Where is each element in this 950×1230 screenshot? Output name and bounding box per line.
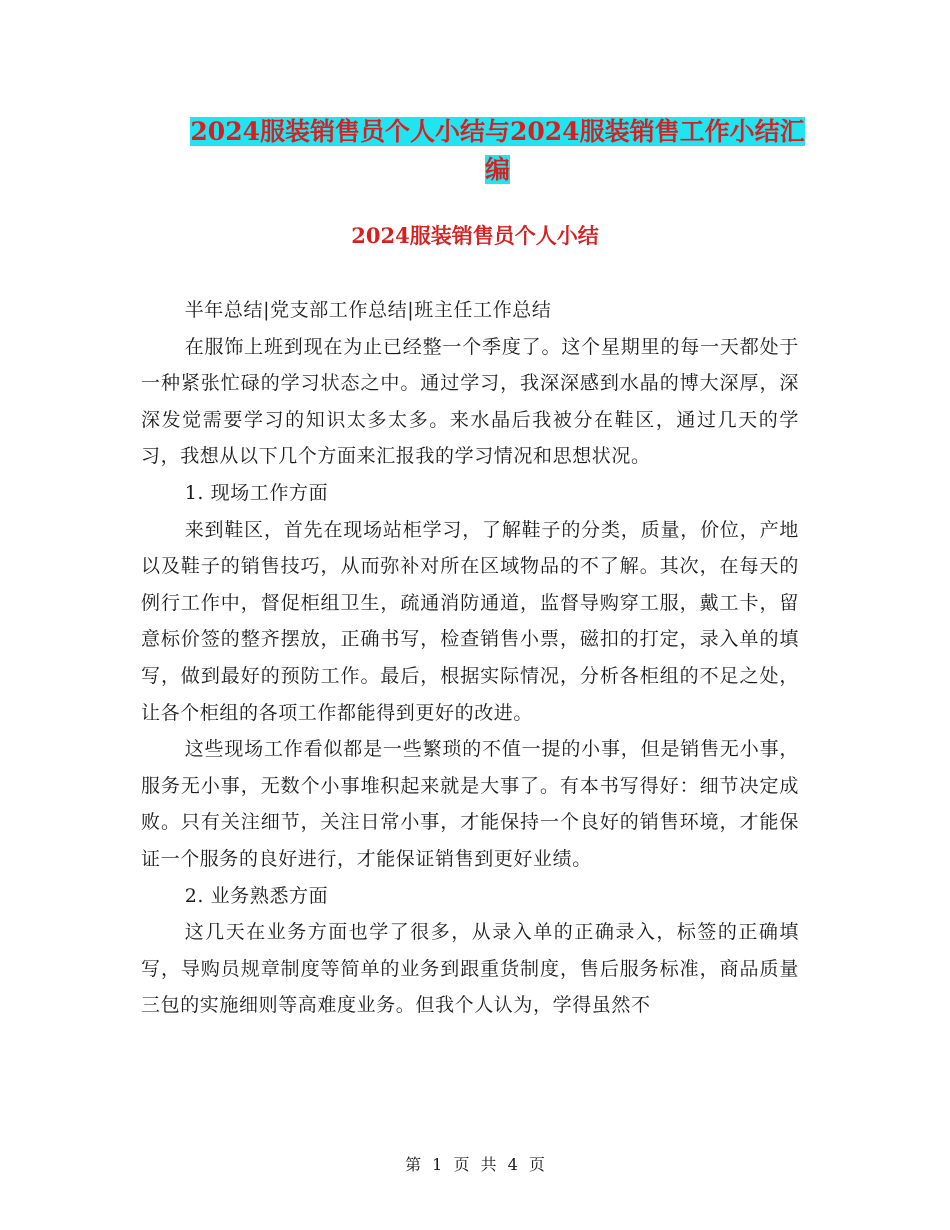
heading-onsite-work: 1. 现场工作方面 bbox=[184, 481, 329, 504]
document-body bbox=[141, 292, 799, 1024]
heading-business-familiarity: 2. 业务熟悉方面 bbox=[184, 884, 329, 907]
section-title: 2024服装销售员个人小结 bbox=[351, 223, 599, 248]
paragraph-business: 这几天在业务方面也学了很多，从录入单的正确录入，标签的正确填写，导购员规章制度等简单的业务到跟重货制度，售后服务标准，商品质量三包的实施细则等高难度业务。但我个人认为，学得虽然不 bbox=[141, 921, 799, 1017]
document-title bbox=[185, 113, 810, 189]
paragraph-intro: 在服饰上班到现在为止已经整一个季度了。这个星期里的每一天都处于一种紧张忙碌的学习状态之中。通过学习，我深深感到水晶的博大深厚，深深发觉需要学习的知识太多太多。来水晶后我被分在鞋区，通过几天的学习，我想从以下几个方面来汇报我的学习情况和思想状况。 bbox=[141, 335, 799, 468]
paragraph-details: 这些现场工作看似都是一些繁琐的不值一提的小事，但是销售无小事，服务无小事，无数个小事堆积起来就是大事了。有本书写得好：细节决定成败。只有关注细节，关注日常小事，才能保持一个良好的销售环境，才能保证一个服务的良好进行，才能保证销售到更好业绩。 bbox=[141, 738, 799, 870]
document-title-text: 2024服装销售员个人小结与2024服装销售工作小结汇编 bbox=[190, 117, 805, 184]
paragraph-onsite-work: 来到鞋区，首先在现场站柜学习，了解鞋子的分类，质量，价位，产地以及鞋子的销售技巧，从而弥补对所在区域物品的不了解。其次，在每天的例行工作中，督促柜组卫生，疏通消防通道，监督导购穿工服，戴工卡，留意标价签的整齐摆放，正确书写，检查销售小票，磁扣的打定，录入单的填写，做到最好的预防工作。最后，根据实际情况，分析各柜组的不足之处，让各个柜组的各项工作都能得到更好的改进。 bbox=[141, 518, 799, 724]
paragraph-categories: 半年总结|党支部工作总结|班主任工作总结 bbox=[184, 299, 552, 321]
page-footer: 第 1 页 共 4 页 bbox=[405, 1155, 545, 1174]
